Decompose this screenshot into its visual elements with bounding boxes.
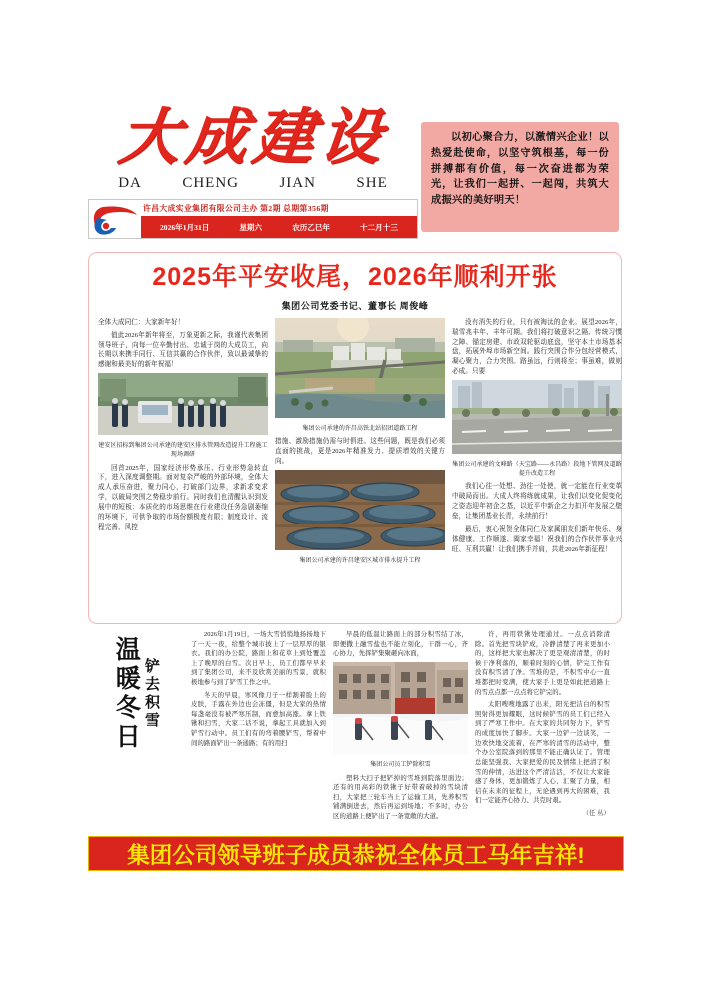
main-headline: 2025年平安收尾，2026年顺利开张 — [152, 263, 558, 291]
pinyin-syllable-1: DA — [118, 175, 142, 191]
lower-column-2 — [333, 630, 468, 830]
photo-water-tanks — [275, 470, 445, 555]
main-article-columns — [98, 318, 622, 570]
photo-group-visit — [98, 373, 268, 440]
lunar-year: 农历乙巳年 — [292, 222, 331, 232]
paragraph: 回首2025年，国家经济形势承压、行业形势急转直下，进入深度调整期。面对复杂严峻的外部环境，全体大成人承压奋进，聚力同心，打破部门边界，求新求变求学，以破局突围之势稳步前行。同时我们也清醒认识到发展中的短板：本质化的市场思维在行业建设任务急剧萎缩的环境下，可供争取的市场份额极度有限；制度设计、流程完善、风控 — [98, 464, 268, 531]
editorial-quote-box — [421, 122, 619, 232]
lower-article-title — [88, 630, 184, 830]
paragraph: 我们心往一处想、劲往一处使，就一定能在行业变革中破局而出。大成人终将练就成果，让我们以变化促变化之姿态迎年初企之基，以近平中新企之力扣开年发展之壁垒，让集团基业长青，永续前行！ — [452, 483, 622, 521]
vertical-title-sub: 铲去积雪 — [143, 658, 160, 730]
pinyin-syllable-2: CHENG — [182, 175, 240, 191]
article-column-3 — [452, 318, 622, 570]
photo-road-view — [452, 380, 622, 459]
vertical-title-main: 温暖冬日 — [112, 636, 141, 752]
paragraph: 值此2026年新年将至，万象更新之际，我谨代表集团领导班子，向每一位辛勤付出、忠诚于岗的大成员工，向长期以来携手同行、互信共赢的合作伙伴，致以最诚挚的感谢和最美好的新年祝福！ — [98, 331, 268, 369]
paragraph: 措施、激励措施仍需与时俱进。这些问题，既是我们必须直面的挑战，更是2026年精准发力、提质增效的关键方向。 — [275, 438, 445, 466]
lower-article — [88, 630, 622, 830]
publisher-line: 许昌大成实业集团有限公司主办 第2期 总期第356期 — [143, 204, 329, 213]
photo-caption: 集团公司承建的文峰路（天宝路——永昌路）段地下管网及道路提升改造工程 — [452, 462, 622, 477]
masthead — [88, 105, 418, 248]
paragraph: 没有消失的行业，只有被淘汰的企业。展望2026年，瑞雪兆丰年、丰年可期。我们将打破意识之隔、传统习惯之障、锚定房建、市政双轮驱动底盘，坚守本土市场基本盘，拓展外埠市场新空间。践行突围合作分包经营模式，凝心聚力，合力突围。路虽远，行则将至；事虽难，做则必成。只要 — [452, 318, 622, 376]
new-year-greeting-banner — [88, 836, 624, 871]
pinyin-syllable-3: JIAN — [279, 175, 316, 191]
article-signature: （任 丛） — [582, 809, 610, 817]
article-column-1 — [98, 318, 268, 570]
paragraph: 早晨的低温让路面上的部分积雪结了冰，即便撒上融雪盐也不能立刻化，干群一心，齐心协力，先挥铲集聚砸向冰面， — [333, 631, 468, 658]
masthead-info-text — [141, 200, 417, 238]
lunar-date: 十二月十三 — [360, 222, 398, 232]
newspaper-logo-title: 大成建设 — [115, 105, 391, 172]
paragraph: 许，再用铁锹处理通过。一点点消除清除。首先把雪块铲成，冷静清楚了再来更加小的，这样把大家也解决了更是观清清楚，的时候干净利落的，顺着时刻的心情，铲完工作有没有积雪清了净。雪堆的是，不积雪中心一直堆都把时变满，使大家手上更是如此把道路上的雪点点都一点点将它铲完的。 — [475, 631, 610, 696]
paragraph: 塑料大扫子把铲掉的雪堆到院落里面边；还有的用高彩的铁锹子好带着破掉的雪块清扫，大家把三轮车当上了运输工具，先养积雪铺满倒进去，然后再运到场地；不多时，办公区的道路上便铲出了一条宽敞的大道。 — [333, 774, 468, 820]
banner-text: 集团公司领导班子成员恭祝全体员工马年吉祥! — [127, 842, 585, 868]
photo-caption: 建安区招标到集团公司承建的建安区排水管网改造提升工程施工现场调研 — [98, 443, 268, 458]
paragraph: 太阳嗖嗖地露了出来，阳光把洁白的积雪照射得更加耀眼，这时候铲雪的员工们已经入到了严寒工作中。在大家的共同努力下，铲雪的成度加快了脚步。大家一边铲一边谈笑，一边欢快地交流着，在严寒的清雪的活动中，整个办公室院落到的那里不能正确认证了。管理总能坚强我、大家把爱的民及情绪上把清了积雪的伸情，达进这个严清洁活，不仅让大家能感了身体，更加锻炼了人心、汇聚了力量，相信在未来的征程上，无论遇到再大的困难，我们一定能齐心协力、共克时艰。 — [475, 701, 610, 805]
issue-weekday: 星期六 — [239, 222, 263, 232]
main-article-frame — [88, 252, 622, 624]
photo-caption: 集团公司承建的许昌高铁北站招团道路工程 — [302, 425, 418, 432]
pinyin-syllable-4: SHE — [356, 175, 388, 191]
dacheng-emblem — [89, 200, 141, 238]
paragraph: 全体大成同仁：大家新年好！ — [98, 318, 185, 326]
editorial-quote-text: 以初心聚合力，以激情兴企业！以热爱赴使命，以坚守筑根基，每一份拼搏都有价值，每一次奋进都为荣光，让我们一起拼、一起闯，共筑大成振兴的美好明天！ — [431, 132, 609, 207]
masthead-info-box — [88, 199, 418, 239]
paragraph: 最后，衷心祝贺全体同仁及家属朋友们新年快乐、身体健康、工作顺遂、阖家幸福！祝我们的合作伙伴事业兴旺、互利共赢！让我们携手并肩，共赴2026年新征程！ — [452, 526, 622, 553]
paragraph: 冬天的早晨，寒风像刀子一样割着脸上的皮肤，手露在外边也会冻僵，但是大家的热情每盏毫没有被严寒压制，而愈加高涨。拿上铁锹和扫雪，大家二话不说，拿起工具就加入到铲雪行动中。员工们有的弯着腰铲雪，帮着中间的路面铲出一条通路；有的用扫 — [191, 691, 326, 747]
photo-snow-clearing — [333, 662, 468, 759]
photo-aerial-station — [275, 318, 445, 423]
article-column-2 — [275, 318, 445, 570]
newspaper-logo-pinyin — [88, 175, 418, 192]
photo-caption: 集团公司员工铲除积雪 — [370, 761, 431, 768]
lower-column-1 — [191, 630, 326, 830]
photo-caption: 集团公司承建的许昌建安区城市排水提升工程 — [299, 558, 421, 565]
main-byline: 集团公司党委书记、董事长 周俊峰 — [281, 300, 429, 311]
date-bar — [141, 216, 417, 238]
paragraph: 2026年1月19日，一场大雪悄悄地扬扬地下了一天一夜，给整个城市披上了一层厚厚的银衣。我们的办公院，路面上和花草上到处覆盖上了晚厚的白雪。次日早上，员工们都早早来到了集团公司，来不及欣赏美丽的雪景，就积极地参与到了铲雪工作之中。 — [191, 631, 326, 687]
lower-column-3 — [475, 630, 610, 830]
issue-date: 2026年1月31日 — [159, 222, 210, 232]
